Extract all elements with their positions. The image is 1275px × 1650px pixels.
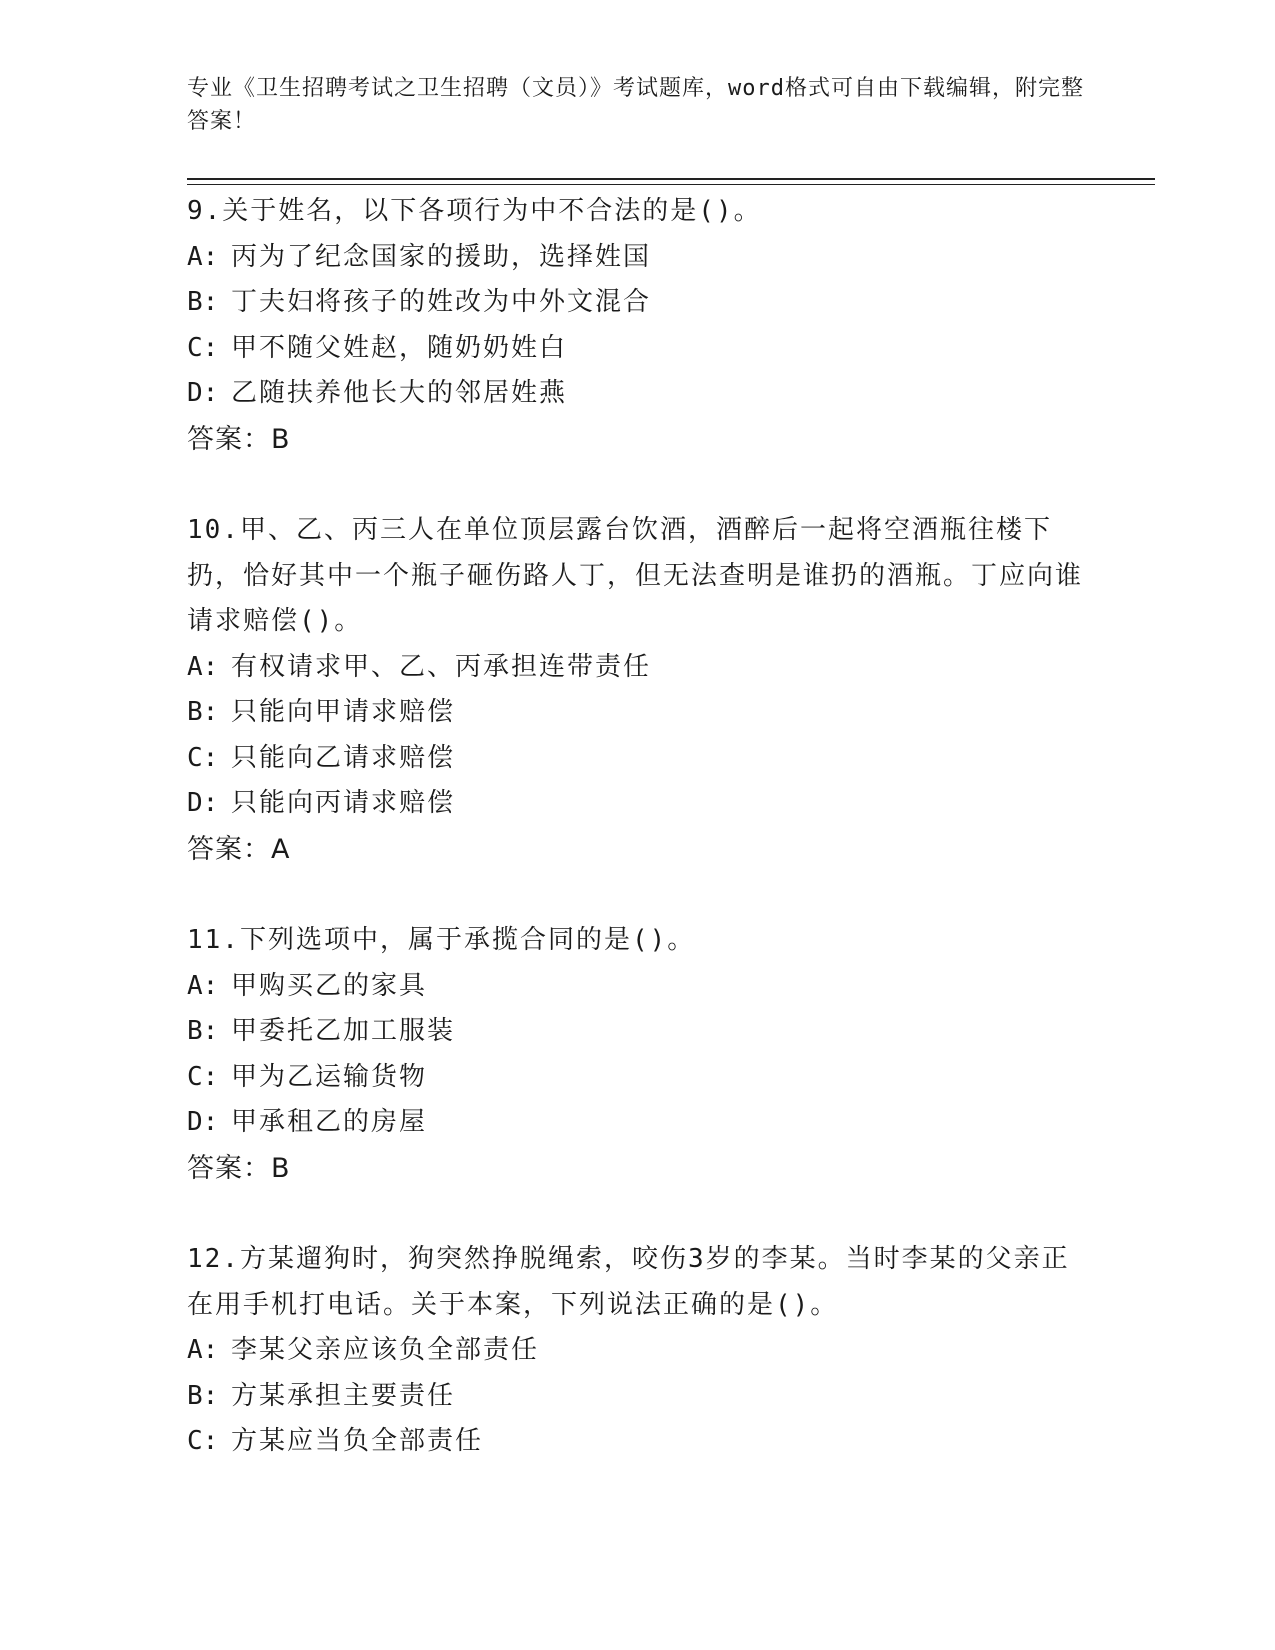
answer-value: B <box>271 1152 291 1184</box>
option-a: A: 丙为了纪念国家的援助，选择姓国 <box>187 241 652 272</box>
option-c: C: 甲不随父姓赵，随奶奶姓白 <box>187 332 568 363</box>
option-d: D: 乙随扶养他长大的邻居姓燕 <box>187 378 568 408</box>
option-a: A: 有权请求甲、乙、丙承担连带责任 <box>187 651 652 682</box>
answer-value: A <box>271 833 291 865</box>
question-stem: 9.关于姓名，以下各项行为中不合法的是()。 <box>187 196 762 226</box>
option-a: A: 李某父亲应该负全部责任 <box>187 1335 540 1365</box>
question-10 <box>187 508 1087 872</box>
document-header: 专业《卫生招聘考试之卫生招聘（文员）》考试题库，word格式可自由下载编辑，附完整答案！ <box>187 76 1084 134</box>
question-11 <box>187 918 1087 1191</box>
option-a: A: 甲购买乙的家具 <box>187 970 428 1001</box>
answer-value: B <box>271 423 291 455</box>
option-b: B: 甲委托乙加工服装 <box>187 1016 456 1046</box>
option-b: B: 丁夫妇将孩子的姓改为中外文混合 <box>187 287 652 317</box>
question-9 <box>187 189 1087 462</box>
answer-line: 答案：B <box>187 1152 291 1184</box>
question-stem: 12.方某遛狗时，狗突然挣脱绳索，咬伤3岁的李某。当时李某的父亲正在用手机打电话。关于本案，下列说法正确的是()。 <box>187 1244 1070 1320</box>
option-c: C: 甲为乙运输货物 <box>187 1061 428 1092</box>
header-divider-thin <box>187 184 1155 185</box>
option-d: D: 只能向丙请求赔偿 <box>187 788 456 818</box>
question-12 <box>187 1237 1087 1465</box>
question-list <box>187 189 1087 1511</box>
answer-line: 答案：A <box>187 833 291 865</box>
option-d: D: 甲承租乙的房屋 <box>187 1107 428 1137</box>
option-c: C: 只能向乙请求赔偿 <box>187 742 456 773</box>
option-b: B: 只能向甲请求赔偿 <box>187 697 456 727</box>
question-stem: 10.甲、乙、丙三人在单位顶层露台饮酒，酒醉后一起将空酒瓶往楼下扔，恰好其中一个瓶子砸伤路人丁，但无法查明是谁扔的酒瓶。丁应向谁请求赔偿()。 <box>187 515 1084 636</box>
question-stem: 11.下列选项中，属于承揽合同的是()。 <box>187 925 696 955</box>
answer-line: 答案：B <box>187 423 291 455</box>
option-c: C: 方某应当负全部责任 <box>187 1426 484 1456</box>
option-b: B: 方某承担主要责任 <box>187 1380 456 1411</box>
header-divider <box>187 178 1155 180</box>
